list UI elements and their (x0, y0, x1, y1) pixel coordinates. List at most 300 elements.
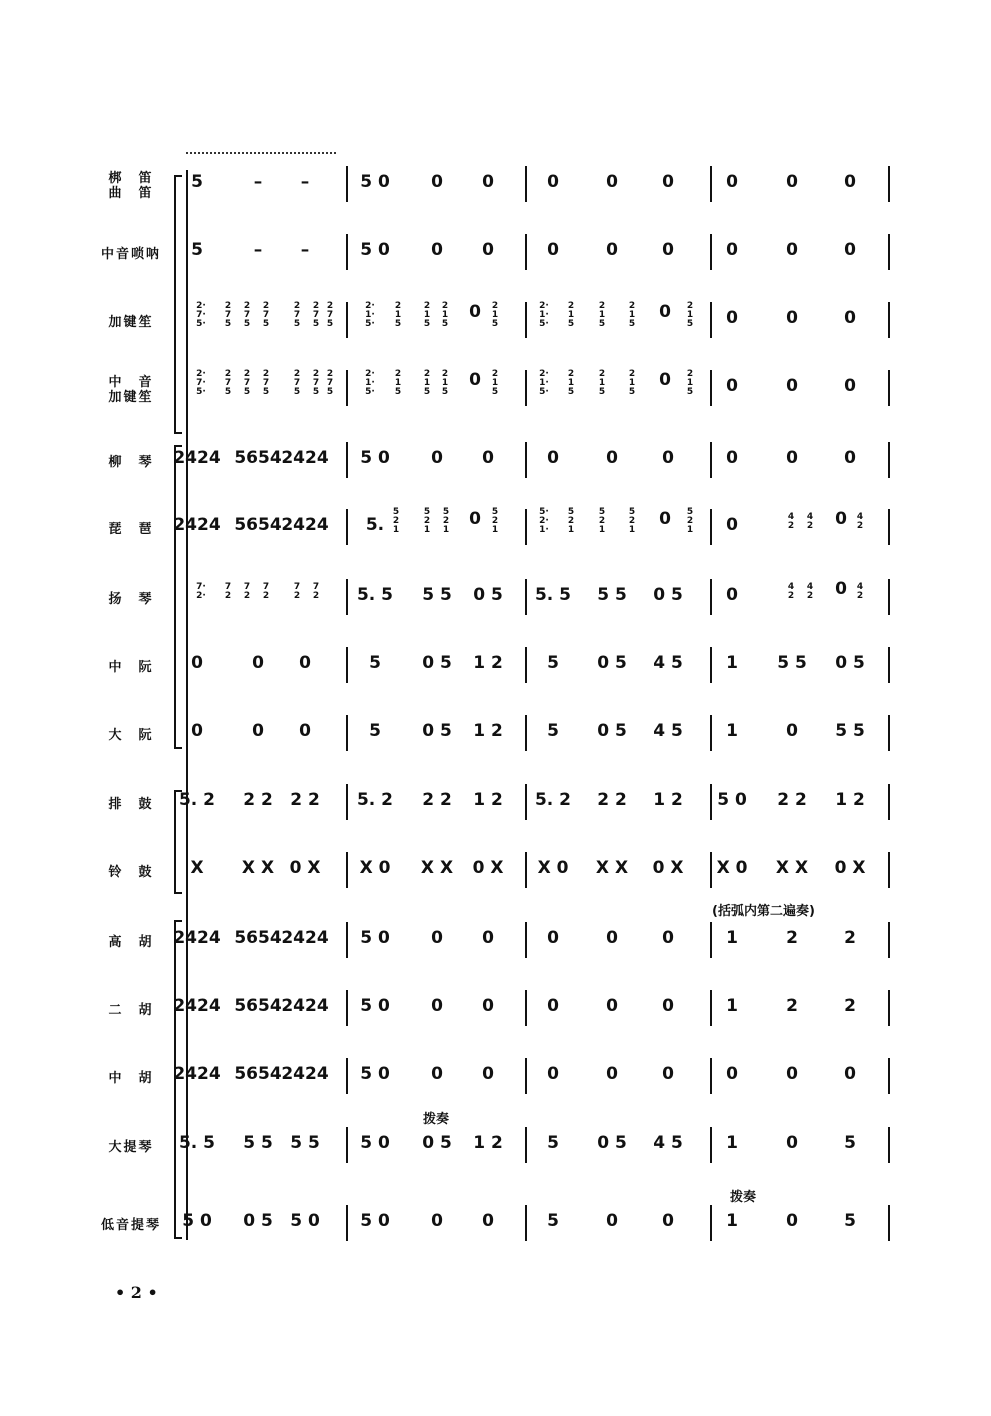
instrument-label: 铃 鼓 (108, 865, 154, 880)
note: 2 (844, 996, 856, 1016)
note: 0 (726, 515, 738, 535)
note: 0 (482, 1064, 494, 1084)
note: 0 (547, 928, 559, 948)
barline (525, 370, 527, 406)
note: 0 5 (422, 1133, 452, 1153)
barline (888, 302, 890, 338)
note: 5 5 (835, 721, 865, 741)
note: 0 (191, 721, 203, 741)
note: 0 (547, 996, 559, 1016)
barline (346, 509, 348, 545)
note: 5654 (234, 1064, 282, 1084)
barline (888, 1058, 890, 1094)
chord-stack: 7 2 (243, 582, 251, 601)
chord-stack: 2· 1· 5· (539, 369, 549, 397)
chord-stack: 2 7 5 (293, 301, 301, 329)
chord-stack: 0 (835, 579, 847, 599)
note: 0 (726, 240, 738, 260)
chord-stack: 5 2 1 (423, 507, 431, 535)
barline (346, 1058, 348, 1094)
note: X 0 (359, 858, 391, 878)
note: 2 2 (243, 790, 273, 810)
note: 5 (547, 1211, 559, 1231)
note: – (253, 172, 263, 192)
barline (346, 922, 348, 958)
barline (710, 647, 712, 683)
chord-stack: 2· 7· 5· (196, 369, 206, 397)
chord-stack: 2 7 5 (224, 301, 232, 329)
chord-stack: 2· 1· 5· (539, 301, 549, 329)
note: 0 (844, 448, 856, 468)
note: 0 5 (422, 653, 452, 673)
barline (710, 852, 712, 888)
barline (525, 166, 527, 202)
note: 0 (786, 308, 798, 328)
barline (525, 922, 527, 958)
pizz-cello-label: 拨奏 (423, 1112, 450, 1127)
chord-stack: 2 7 5 (224, 369, 232, 397)
barline (710, 922, 712, 958)
barline (346, 442, 348, 478)
note: 1 2 (473, 653, 503, 673)
instrument-label: 大提琴 (108, 1140, 154, 1155)
chord-stack: 2 1 5 (686, 369, 694, 397)
note: 0 (786, 1064, 798, 1084)
note: 1 2 (473, 1133, 503, 1153)
note: 0 5 (473, 585, 503, 605)
note: 0 5 (835, 653, 865, 673)
barline (710, 990, 712, 1026)
note: 5 (844, 1133, 856, 1153)
barline (710, 302, 712, 338)
chord-stack: 2 1 5 (628, 369, 636, 397)
barline (710, 370, 712, 406)
barline (888, 1205, 890, 1241)
bracket-winds (174, 175, 182, 434)
note: 0 (786, 1211, 798, 1231)
note: 0 (547, 1064, 559, 1084)
barline (525, 1205, 527, 1241)
note: – (300, 172, 310, 192)
note: 5 0 (360, 1064, 390, 1084)
chord-stack: 4 2 (856, 512, 864, 531)
chord-stack: 4 2 (806, 582, 814, 601)
chord-stack: 2 1 5 (423, 369, 431, 397)
note: 5654 (234, 448, 282, 468)
note: 1 2 (473, 721, 503, 741)
note: 1 2 (473, 790, 503, 810)
note: 2424 (281, 448, 329, 468)
bracket-plucked (174, 445, 182, 749)
chord-stack: 5 2 1 (392, 507, 400, 535)
note: 5 0 (360, 448, 390, 468)
note: 0 (726, 1064, 738, 1084)
note: 0 (547, 448, 559, 468)
note: 0 (606, 928, 618, 948)
note: 5. 5 (178, 1133, 216, 1153)
note: 5. 2 (534, 790, 572, 810)
note: – (300, 240, 310, 260)
barline (346, 990, 348, 1026)
note: 4 5 (653, 721, 683, 741)
note: 0 5 (597, 653, 627, 673)
note: 0 (547, 172, 559, 192)
note: 1 2 (653, 790, 683, 810)
note: 5 (191, 172, 203, 192)
note: 0 (431, 996, 443, 1016)
barline (710, 1058, 712, 1094)
note: 5 (844, 1211, 856, 1231)
barline (525, 1058, 527, 1094)
note: 0 (662, 1211, 674, 1231)
note: 2424 (281, 928, 329, 948)
chord-stack: 4 2 (787, 512, 795, 531)
note: 0 (482, 240, 494, 260)
note: 0 (482, 996, 494, 1016)
chord-stack: 2 7 5 (293, 369, 301, 397)
barline (525, 509, 527, 545)
chord-stack: 0 (835, 509, 847, 529)
barline (346, 166, 348, 202)
chord-stack: 2 1 5 (598, 301, 606, 329)
note: 0 (786, 172, 798, 192)
note: 0 (844, 376, 856, 396)
barline (888, 784, 890, 820)
chord-stack: 2 7 5 (262, 301, 270, 329)
note: 4 5 (653, 653, 683, 673)
note: 0 (786, 1133, 798, 1153)
chord-stack: 4 2 (856, 582, 864, 601)
note: 2424 (173, 1064, 221, 1084)
note: 2424 (173, 928, 221, 948)
note: X X (775, 858, 809, 878)
note: 0 5 (243, 1211, 273, 1231)
barline (888, 166, 890, 202)
note: 5 (369, 721, 381, 741)
note: 0 (482, 928, 494, 948)
note: 4 5 (653, 1133, 683, 1153)
chord-stack: 2 1 5 (628, 301, 636, 329)
note: 0 (786, 721, 798, 741)
note: X X (595, 858, 629, 878)
note: 5 0 (360, 240, 390, 260)
note: 5 0 (360, 172, 390, 192)
barline (710, 509, 712, 545)
barline (888, 370, 890, 406)
note: 0 (431, 448, 443, 468)
chord-stack: 2 1 5 (423, 301, 431, 329)
note: 0 (299, 653, 311, 673)
note: 5 (369, 653, 381, 673)
note: 5 0 (360, 1211, 390, 1231)
note: 0 (726, 448, 738, 468)
instrument-label: 排 鼓 (108, 797, 154, 812)
note: 1 (726, 1211, 738, 1231)
chord-stack: 5 2 1 (442, 507, 450, 535)
chord-stack: 2 7 5 (262, 369, 270, 397)
barline (525, 647, 527, 683)
chord-stack: 7· 2· (196, 582, 206, 601)
note: 0 (606, 448, 618, 468)
note: 5 0 (182, 1211, 212, 1231)
barline (710, 1205, 712, 1241)
barline (888, 647, 890, 683)
note: 0 (606, 240, 618, 260)
barline (525, 579, 527, 615)
note: X 0 (716, 858, 748, 878)
note: 0 (844, 308, 856, 328)
barline (710, 1127, 712, 1163)
pizz-bass-label: 拨奏 (730, 1190, 757, 1205)
note: 5. (365, 515, 385, 535)
chord-stack: 2 1 5 (686, 301, 694, 329)
note: 0 X (834, 858, 866, 878)
note: 0 (606, 996, 618, 1016)
barline (346, 647, 348, 683)
chord-stack: 2 1 5 (441, 301, 449, 329)
note: 2 (844, 928, 856, 948)
note: 0 (726, 172, 738, 192)
note: 0 (786, 448, 798, 468)
instrument-label: 中 音 加键笙 (108, 375, 154, 405)
note: X 0 (537, 858, 569, 878)
chord-stack: 2 1 5 (567, 301, 575, 329)
instrument-label: 中 胡 (108, 1071, 154, 1086)
chord-stack: 0 (469, 370, 481, 390)
barline (888, 852, 890, 888)
barline (888, 990, 890, 1026)
chord-stack: 0 (659, 509, 671, 529)
barline (346, 852, 348, 888)
note: 1 (726, 928, 738, 948)
barline (346, 302, 348, 338)
note: 5 5 (597, 585, 627, 605)
note: 1 (726, 1133, 738, 1153)
note: 0 (844, 172, 856, 192)
note: 2 2 (777, 790, 807, 810)
note: 5 5 (243, 1133, 273, 1153)
note: 5 0 (360, 1133, 390, 1153)
instrument-label: 低音提琴 (100, 1218, 161, 1233)
barline (888, 922, 890, 958)
barline (710, 784, 712, 820)
note: 5654 (234, 515, 282, 535)
note: 0 (299, 721, 311, 741)
note: 5654 (234, 928, 282, 948)
chord-stack: 2 7 5 (326, 369, 334, 397)
note: 0 (431, 1211, 443, 1231)
note: 2 2 (422, 790, 452, 810)
note: 5 5 (422, 585, 452, 605)
instrument-label: 加键笙 (108, 315, 154, 330)
note: 2424 (173, 996, 221, 1016)
note: 5 0 (360, 996, 390, 1016)
note: 0 (726, 585, 738, 605)
barline (888, 442, 890, 478)
instrument-label: 扬 琴 (108, 592, 154, 607)
trill-line (186, 152, 336, 154)
barline (346, 370, 348, 406)
note: 5 0 (717, 790, 747, 810)
note: 0 (431, 928, 443, 948)
note: – (253, 240, 263, 260)
note: 2424 (173, 515, 221, 535)
barline (346, 234, 348, 270)
bracket-note-label: (括弧内第二遍奏) (712, 904, 815, 919)
barline (710, 442, 712, 478)
note: 5 (547, 1133, 559, 1153)
chord-stack: 4 2 (787, 582, 795, 601)
instrument-label: 琵 琶 (108, 522, 154, 537)
chord-stack: 2 1 5 (394, 369, 402, 397)
note: 0 5 (597, 721, 627, 741)
note: 5 5 (777, 653, 807, 673)
barline (888, 715, 890, 751)
note: 1 2 (835, 790, 865, 810)
note: 2 2 (597, 790, 627, 810)
instrument-label: 柳 琴 (108, 455, 154, 470)
note: 5 0 (290, 1211, 320, 1231)
barline (525, 442, 527, 478)
barline (710, 234, 712, 270)
chord-stack: 0 (469, 509, 481, 529)
barline (525, 784, 527, 820)
note: 0 (662, 928, 674, 948)
note: 0 (726, 308, 738, 328)
note: 0 (606, 1064, 618, 1084)
chord-stack: 2 7 5 (312, 301, 320, 329)
note: 5 (547, 653, 559, 673)
note: 5 (547, 721, 559, 741)
chord-stack: 0 (659, 370, 671, 390)
note: 5 0 (360, 928, 390, 948)
barline (346, 1205, 348, 1241)
note: 0 (252, 721, 264, 741)
note: 0 (662, 448, 674, 468)
note: 5. 5 (534, 585, 572, 605)
barline (346, 784, 348, 820)
chord-stack: 2 1 5 (491, 301, 499, 329)
note: 2424 (281, 996, 329, 1016)
note: 0 (431, 172, 443, 192)
barline (710, 715, 712, 751)
barline (888, 509, 890, 545)
note: 0 (606, 1211, 618, 1231)
note: 0 (662, 172, 674, 192)
note: 0 (482, 448, 494, 468)
barline (710, 579, 712, 615)
note: 5. 2 (356, 790, 394, 810)
note: 0 X (289, 858, 321, 878)
page-number-value: 2 (130, 1283, 142, 1302)
note: 0 (844, 1064, 856, 1084)
barline (346, 715, 348, 751)
note: 0 (606, 172, 618, 192)
note: 2424 (281, 1064, 329, 1084)
note: 5 (191, 240, 203, 260)
chord-stack: 7 2 (293, 582, 301, 601)
chord-stack: 2· 7· 5· (196, 301, 206, 329)
note: 0 (482, 172, 494, 192)
chord-stack: 7 2 (262, 582, 270, 601)
barline (525, 234, 527, 270)
chord-stack: 2· 1· 5· (365, 369, 375, 397)
note: 1 (726, 996, 738, 1016)
chord-stack: 2 7 5 (312, 369, 320, 397)
note: 0 (786, 240, 798, 260)
note: 0 (252, 653, 264, 673)
note: 1 (726, 653, 738, 673)
barline (525, 1127, 527, 1163)
note: 0 (786, 376, 798, 396)
instrument-label: 二 胡 (108, 1003, 154, 1018)
note: 0 (482, 1211, 494, 1231)
note: 0 (844, 240, 856, 260)
note: 2424 (281, 515, 329, 535)
note: X (190, 858, 204, 878)
instrument-label: 中音唢呐 (100, 247, 161, 262)
note: 0 X (472, 858, 504, 878)
note: 2424 (173, 448, 221, 468)
instrument-label: 梆 笛 曲 笛 (108, 171, 154, 201)
chord-stack: 5 2 1 (628, 507, 636, 535)
chord-stack: 5 2 1 (598, 507, 606, 535)
chord-stack: 2 1 5 (567, 369, 575, 397)
note: 0 (662, 1064, 674, 1084)
barline (346, 1127, 348, 1163)
instrument-label: 高 胡 (108, 935, 154, 950)
barline (888, 1127, 890, 1163)
note: 0 (662, 240, 674, 260)
chord-stack: 4 2 (806, 512, 814, 531)
note: 0 5 (422, 721, 452, 741)
chord-stack: 0 (469, 302, 481, 322)
note: 5. 2 (178, 790, 216, 810)
barline (710, 166, 712, 202)
note: 0 (726, 376, 738, 396)
chord-stack: 2 1 5 (598, 369, 606, 397)
note: 2 2 (290, 790, 320, 810)
barline (888, 234, 890, 270)
chord-stack: 2 7 5 (326, 301, 334, 329)
barline (525, 715, 527, 751)
chord-stack: 5· 2· 1· (539, 507, 549, 535)
chord-stack: 2· 1· 5· (365, 301, 375, 329)
note: 5654 (234, 996, 282, 1016)
note: 5 5 (290, 1133, 320, 1153)
chord-stack: 2 1 5 (441, 369, 449, 397)
note: 5. 5 (356, 585, 394, 605)
note: 0 (662, 996, 674, 1016)
chord-stack: 5 2 1 (491, 507, 499, 535)
note: 0 5 (653, 585, 683, 605)
barline (525, 302, 527, 338)
instrument-label: 大 阮 (108, 728, 154, 743)
barline (888, 579, 890, 615)
note: 0 X (652, 858, 684, 878)
chord-stack: 5 2 1 (686, 507, 694, 535)
chord-stack: 0 (659, 302, 671, 322)
barline (346, 579, 348, 615)
chord-stack: 2 1 5 (394, 301, 402, 329)
note: 0 (547, 240, 559, 260)
chord-stack: 2 7 5 (243, 369, 251, 397)
note: 2 (786, 996, 798, 1016)
chord-stack: 7 2 (224, 582, 232, 601)
note: 2 (786, 928, 798, 948)
chord-stack: 2 7 5 (243, 301, 251, 329)
page-number: • 2 • (115, 1283, 158, 1302)
